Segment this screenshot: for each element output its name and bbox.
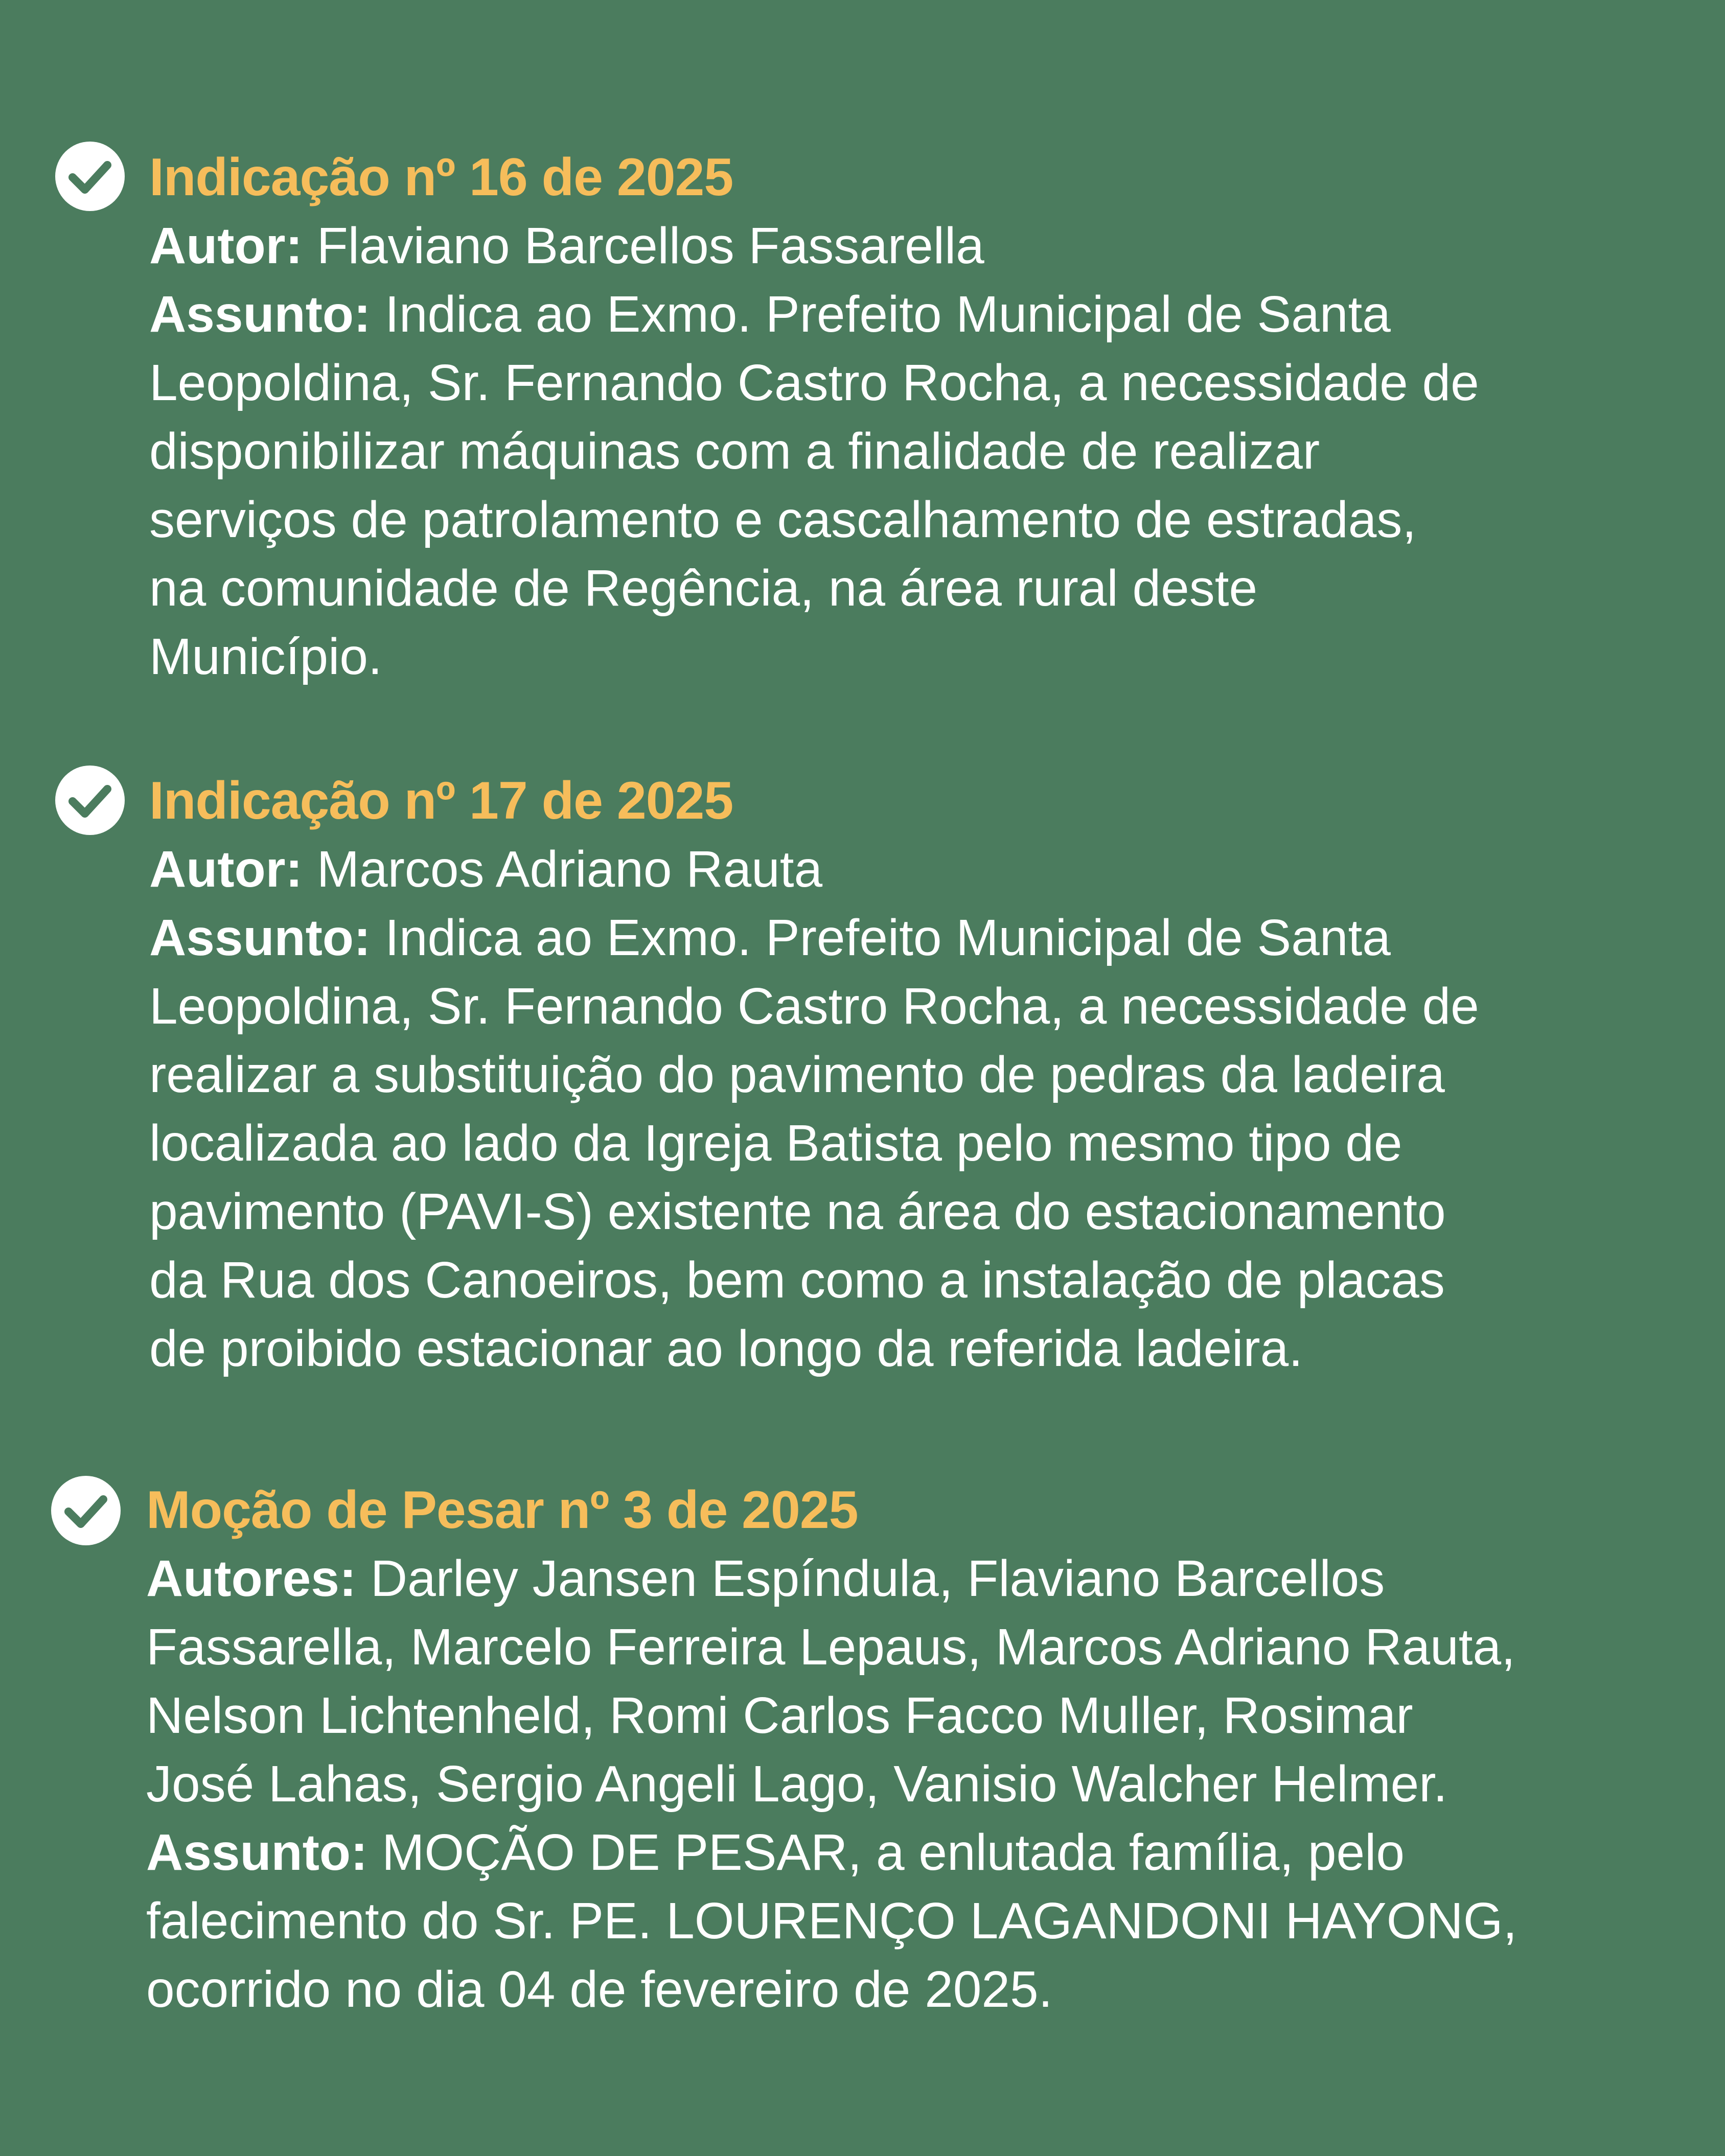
author-line: [149, 212, 1657, 280]
check-circle-icon: [54, 141, 126, 212]
subject-text: realizar a substituição do pavimento de pedras da ladeira: [149, 1046, 1445, 1103]
subject-text: disponibilizar máquinas com a finalidade de realizar: [149, 423, 1320, 480]
subject-line: [149, 903, 1657, 972]
author-label: Autor:: [149, 841, 303, 898]
author-label: Autores:: [146, 1550, 357, 1607]
entry-content: [146, 1476, 1654, 2024]
subject-text: localizada ao lado da Igreja Batista pelo mesmo tipo de: [149, 1115, 1402, 1172]
entry-content: [149, 143, 1657, 691]
subject-text: MOÇÃO DE PESAR, a enlutada família, pelo: [367, 1824, 1405, 1881]
subject-text: falecimento do Sr. PE. LOURENÇO LAGANDONI HAYONG,: [146, 1892, 1517, 1950]
author-value: Darley Jansen Espíndula, Flaviano Barcellos: [356, 1550, 1385, 1607]
author-label: Autor:: [149, 217, 303, 274]
subject-label: Assunto:: [146, 1824, 368, 1881]
subject-text: ocorrido no dia 04 de fevereiro de 2025.: [146, 1961, 1053, 2018]
author-value: Flaviano Barcellos Fassarella: [302, 217, 984, 274]
subject-text: da Rua dos Canoeiros, bem como a instalação de placas: [149, 1251, 1445, 1309]
check-circle-icon: [54, 764, 126, 836]
author-value: Marcos Adriano Rauta: [302, 841, 823, 898]
subject-text: Indica ao Exmo. Prefeito Municipal de Santa: [371, 909, 1391, 966]
subject-line: [149, 280, 1657, 349]
entry-title: Indicação nº 17 de 2025: [149, 771, 733, 830]
subject-text: na comunidade de Regência, na área rural deste: [149, 560, 1258, 617]
subject-text: pavimento (PAVI-S) existente na área do estacionamento: [149, 1183, 1446, 1240]
entry-content: [149, 767, 1657, 1383]
author-line: [146, 1544, 1654, 1613]
entry-title: Moção de Pesar nº 3 de 2025: [146, 1480, 858, 1540]
subject-text: Leopoldina, Sr. Fernando Castro Rocha, a necessidade de: [149, 978, 1479, 1035]
subject-text: de proibido estacionar ao longo da referida ladeira.: [149, 1320, 1303, 1377]
subject-line: [146, 1818, 1654, 1887]
check-circle-icon: [50, 1475, 122, 1546]
author-line: [149, 835, 1657, 903]
subject-label: Assunto:: [149, 286, 371, 343]
entry-title: Indicação nº 16 de 2025: [149, 148, 733, 207]
subject-text: Indica ao Exmo. Prefeito Municipal de Santa: [371, 286, 1391, 343]
subject-text: Município.: [149, 628, 382, 685]
subject-text: serviços de patrolamento e cascalhamento de estradas,: [149, 491, 1417, 548]
author-text: Nelson Lichtenheld, Romi Carlos Facco Muller, Rosimar: [146, 1687, 1413, 1744]
subject-text: Leopoldina, Sr. Fernando Castro Rocha, a necessidade de: [149, 354, 1479, 411]
subject-label: Assunto:: [149, 909, 371, 966]
author-text: Fassarella, Marcelo Ferreira Lepaus, Marcos Adriano Rauta,: [146, 1618, 1515, 1676]
author-text: José Lahas, Sergio Angeli Lago, Vanisio Walcher Helmer.: [146, 1755, 1447, 1813]
